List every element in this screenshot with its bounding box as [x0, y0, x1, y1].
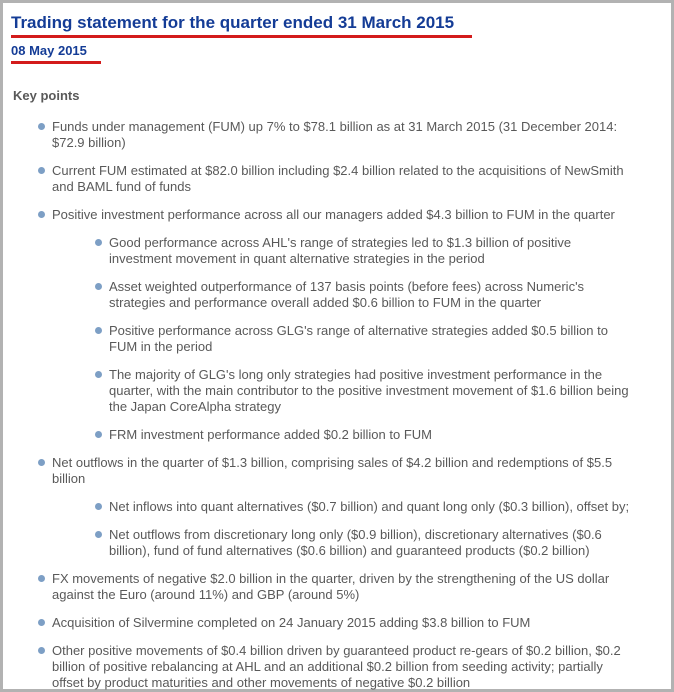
- list-item-text: Net outflows in the quarter of $1.3 billion, comprising sales of $4.2 billion and redemptions of $5.5 billion: [52, 455, 613, 486]
- list-item-text: Positive investment performance across all our managers added $4.3 billion to FUM in the quarter: [52, 207, 615, 222]
- bullet-icon: [38, 575, 45, 582]
- bullet-icon: [95, 283, 102, 290]
- list-item: [52, 119, 637, 151]
- list-item: [52, 455, 637, 487]
- list-item: [109, 527, 637, 559]
- publish-date-row: [3, 38, 671, 64]
- list-item: [52, 207, 637, 223]
- list-item: [52, 571, 637, 603]
- bullet-icon: [38, 459, 45, 466]
- key-points-list: [3, 119, 671, 691]
- list-item: [109, 279, 637, 311]
- section-heading-key-points: Key points: [13, 88, 80, 103]
- list-item-text: Asset weighted outperformance of 137 basis points (before fees) across Numeric's strategies and performance overall added $0.6 billion to FUM in the quarter: [109, 279, 585, 310]
- bullet-icon: [38, 647, 45, 654]
- list-item: [109, 323, 637, 355]
- list-item-text: Good performance across AHL's range of strategies led to $1.3 billion of positive investment movement in quant alternative strategies in the period: [109, 235, 572, 266]
- list-item: [109, 427, 637, 443]
- bullet-icon: [38, 211, 45, 218]
- list-item: [52, 643, 637, 691]
- list-item-text: Net outflows from discretionary long only ($0.9 billion), discretionary alternatives ($0.6 billion), fund of fund alternatives ($0.6 billion) and guaranteed products ($0.2 billion): [109, 527, 602, 558]
- list-item-text: FRM investment performance added $0.2 billion to FUM: [109, 427, 432, 442]
- list-item-text: Net inflows into quant alternatives ($0.7 billion) and quant long only ($0.3 billion), offset by;: [109, 499, 630, 514]
- list-item-text: The majority of GLG's long only strategies had positive investment performance in the quarter, with the main contributor to the positive investment movement of $1.6 billion being the Japan CoreAlpha strategy: [109, 367, 629, 414]
- list-item: [52, 163, 637, 195]
- page-title: Trading statement for the quarter ended 31 March 2015: [11, 12, 472, 38]
- list-item-text: Acquisition of Silvermine completed on 24 January 2015 adding $3.8 billion to FUM: [52, 615, 531, 630]
- list-item: [109, 367, 637, 415]
- bullet-icon: [38, 167, 45, 174]
- list-item-text: Funds under management (FUM) up 7% to $78.1 billion as at 31 March 2015 (31 December 2014: $72.9 billion): [52, 119, 618, 150]
- bullet-icon: [95, 327, 102, 334]
- list-item-text: Other positive movements of $0.4 billion driven by guaranteed product re-gears of $0.2 billion, $0.2 billion of positive rebalancing at AHL and an additional $0.2 billion from seeding activity; partially offset by product maturities and other movements of negative $0.2 billion: [52, 643, 621, 690]
- list-item-text: Current FUM estimated at $82.0 billion including $2.4 billion related to the acquisitions of NewSmith and BAML fund of funds: [52, 163, 624, 194]
- bullet-icon: [95, 239, 102, 246]
- bullet-icon: [95, 371, 102, 378]
- publish-date: 08 May 2015: [11, 43, 101, 64]
- list-item: [109, 499, 637, 515]
- bullet-icon: [38, 123, 45, 130]
- bullet-icon: [95, 531, 102, 538]
- bullet-icon: [38, 619, 45, 626]
- list-item: [52, 615, 637, 631]
- bullet-icon: [95, 431, 102, 438]
- list-item: [109, 235, 637, 267]
- list-item-text: Positive performance across GLG's range of alternative strategies added $0.5 billion to FUM in the period: [109, 323, 608, 354]
- list-item-text: FX movements of negative $2.0 billion in the quarter, driven by the strengthening of the US dollar against the Euro (around 11%) and GBP (around 5%): [52, 571, 610, 602]
- bullet-icon: [95, 503, 102, 510]
